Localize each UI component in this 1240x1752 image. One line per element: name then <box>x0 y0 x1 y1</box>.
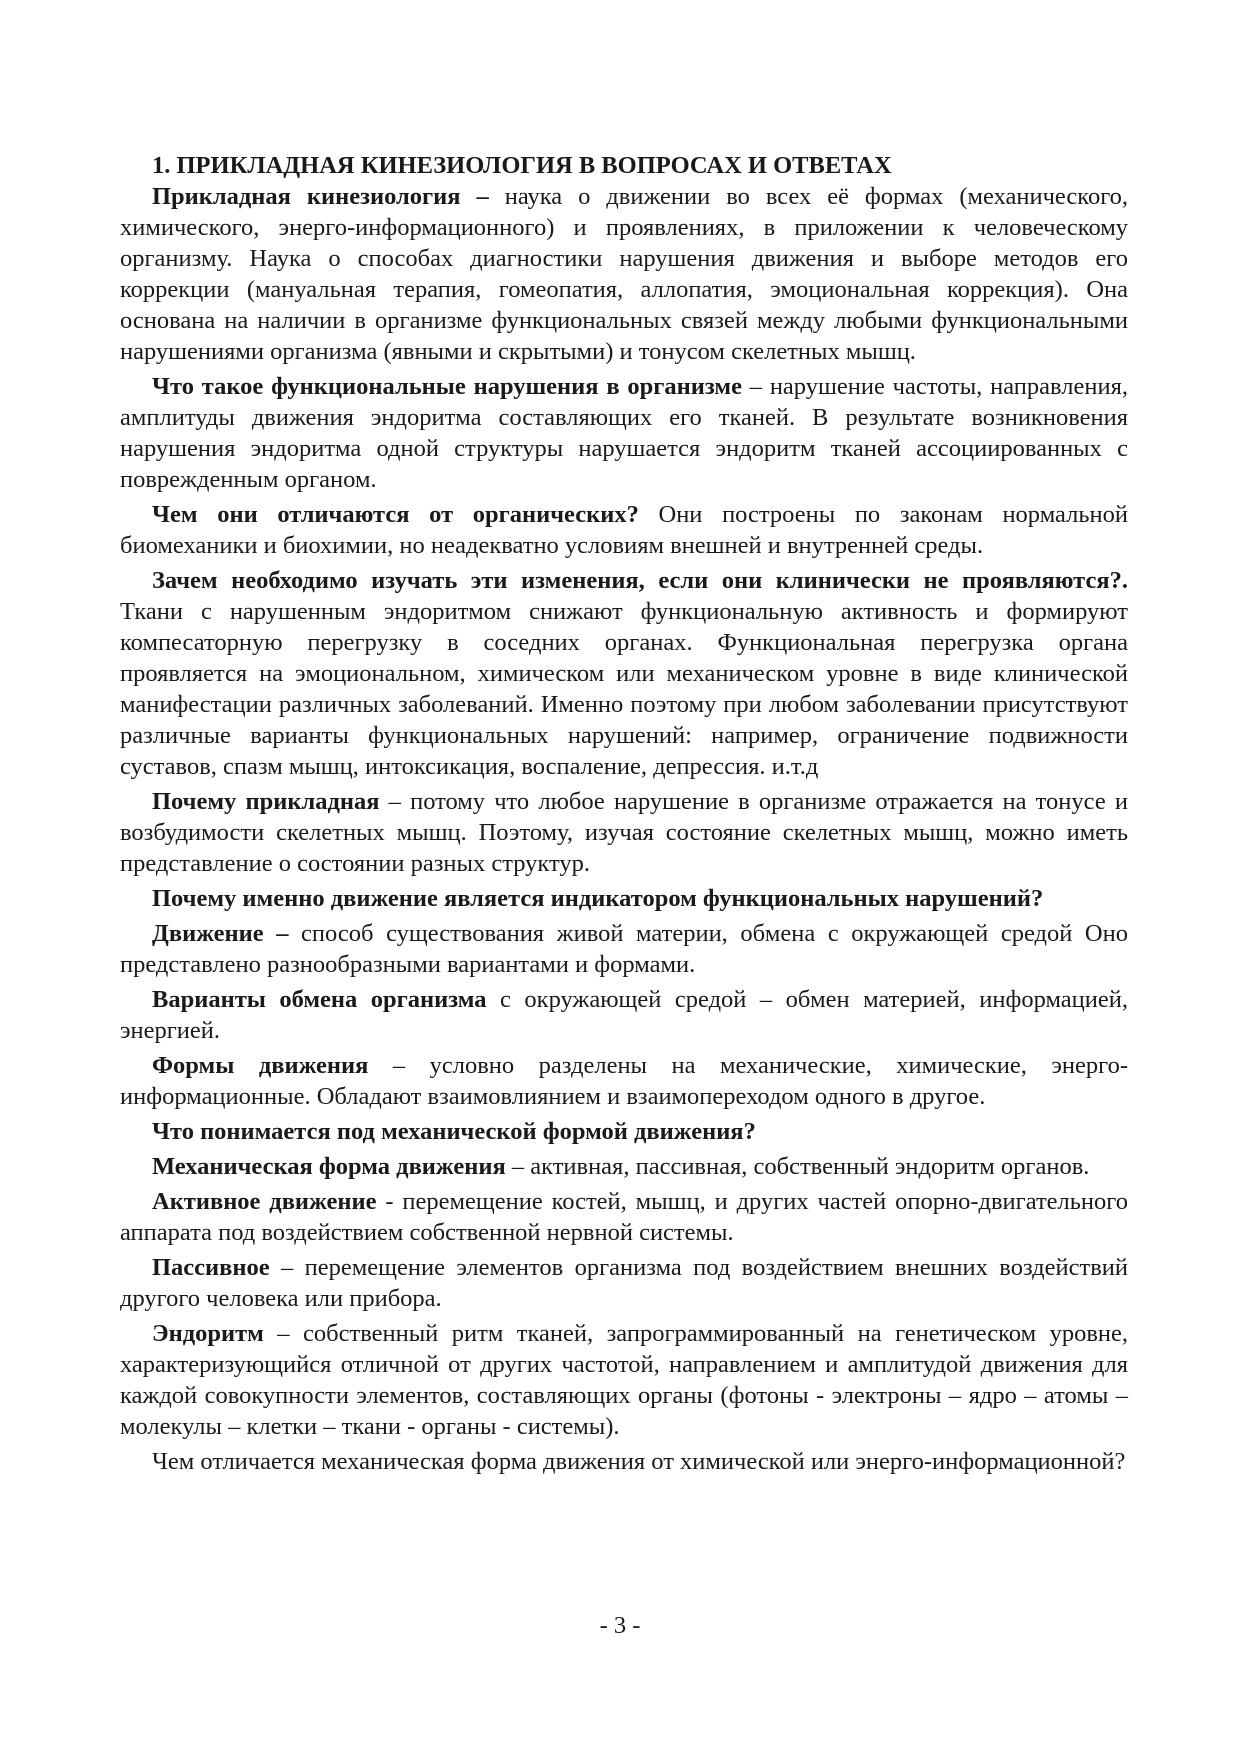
term-bold: Формы движения <box>152 1052 369 1079</box>
term-bold: Механическая форма движения <box>152 1153 506 1180</box>
paragraph-text: способ существования живой материи, обмена с окружающей средой Оно представлено разнообразными вариантами и формами. <box>120 920 1128 978</box>
term-bold: Активное движение <box>152 1188 377 1215</box>
paragraph-why-study <box>120 565 1128 782</box>
paragraph-applied-kinesiology <box>120 181 1128 367</box>
paragraph-movement <box>120 918 1128 980</box>
page-number: - 3 - <box>599 1612 641 1639</box>
paragraph-text: – условно разделены на механические, химические, энерго-информационные. Обладают взаимовлиянием и взаимопереходом одного в другое. <box>120 1052 1128 1110</box>
paragraph-why-movement <box>120 883 1128 914</box>
paragraph-movement-forms <box>120 1050 1128 1112</box>
paragraph-passive-movement <box>120 1252 1128 1314</box>
paragraph-text: Чем отличается механическая форма движения от химической или энерго-информационной? <box>152 1448 1126 1475</box>
paragraph-text: – нарушение частоты, направления, амплитуды движения эндоритма составляющих его тканей. В результате возникновения нарушения эндоритма одной структуры нарушается эндоритм тканей ассоциированных с поврежденным органом. <box>120 373 1128 493</box>
paragraph-text: – перемещение элементов организма под воздействием внешних воздействий другого человека или прибора. <box>120 1254 1128 1312</box>
paragraph-mechanical-form <box>120 1151 1128 1182</box>
paragraph-text: с окружающей средой – обмен материей, информацией, энергией. <box>120 986 1128 1044</box>
paragraph-functional-disorders <box>120 371 1128 495</box>
paragraph-text: Они построены по законам нормальной биомеханики и биохимии, но неадекватно условиям внешней и внутренней среды. <box>120 501 1128 559</box>
paragraph-exchange-variants <box>120 984 1128 1046</box>
term-bold: Почему прикладная <box>152 788 380 815</box>
chapter-heading: 1. ПРИКЛАДНАЯ КИНЕЗИОЛОГИЯ В ВОПРОСАХ И ОТВЕТАХ <box>152 152 892 179</box>
paragraph-final-question <box>120 1446 1128 1477</box>
document-page <box>120 150 1128 1477</box>
paragraph-text: наука о движении во всех её формах (механического, химического, энерго-информационного) и проявлениях, в приложении к человеческому организму. Наука о способах диагностики нарушения движения и выборе методов его коррекции (мануальная терапия, гомеопатия, аллопатия, эмоциональная коррекция). Она основана на наличии в организме функциональных связей между любыми функциональными нарушениями организма (явными и скрытыми) и тонусом скелетных мышц. <box>120 183 1129 365</box>
paragraph-organic-difference <box>120 499 1128 561</box>
paragraph-text: – активная, пассивная, собственный эндоритм органов. <box>505 1153 1090 1180</box>
paragraph-text: Ткани с нарушенным эндоритмом снижают функциональную активность и формируют компесаторную перегрузку в соседних органах. Функциональная перегрузка органа проявляется на эмоциональном, химическом или механическом уровне в виде клинической манифестации различных заболеваний. Именно поэтому при любом заболевании присутствуют различные варианты функциональных нарушений: например, ограничение подвижности суставов, спазм мышц, интоксикация, воспаление, депрессия. и.т.д <box>120 598 1128 780</box>
paragraph-why-applied <box>120 786 1128 879</box>
paragraph-active-movement <box>120 1186 1128 1248</box>
term-bold: Прикладная кинезиология – <box>152 183 489 210</box>
paragraph-text: – собственный ритм тканей, запрограммированный на генетическом уровне, характеризующийся отличной от других частотой, направлением и амплитудой движения для каждой совокупности элементов, составляющих органы (фотоны - электроны – ядро – атомы – молекулы – клетки – ткани - органы - системы). <box>120 1320 1128 1440</box>
term-bold: Что такое функциональные нарушения в организме <box>152 373 742 400</box>
paragraph-mechanical-question <box>120 1116 1128 1147</box>
term-bold: Почему именно движение является индикатором функциональных нарушений? <box>152 885 1044 912</box>
term-bold: Зачем необходимо изучать эти изменения, если они клинически не проявляются?. <box>152 567 1128 594</box>
term-bold: Варианты обмена организма <box>152 986 487 1013</box>
paragraph-text: – потому что любое нарушение в организме отражается на тонусе и возбудимости скелетных мышц. Поэтому, изучая состояние скелетных мышц, можно иметь представление о состоянии разных структур. <box>120 788 1128 877</box>
term-bold: Пассивное <box>152 1254 270 1281</box>
term-bold: Эндоритм <box>152 1320 264 1347</box>
paragraph-text: - перемещение костей, мышц, и других частей опорно-двигательного аппарата под воздействием собственной нервной системы. <box>120 1188 1128 1246</box>
term-bold: Движение – <box>152 920 289 947</box>
term-bold: Чем они отличаются от органических? <box>152 501 639 528</box>
term-bold: Что понимается под механической формой движения? <box>152 1118 756 1145</box>
paragraph-endorhythm <box>120 1318 1128 1442</box>
